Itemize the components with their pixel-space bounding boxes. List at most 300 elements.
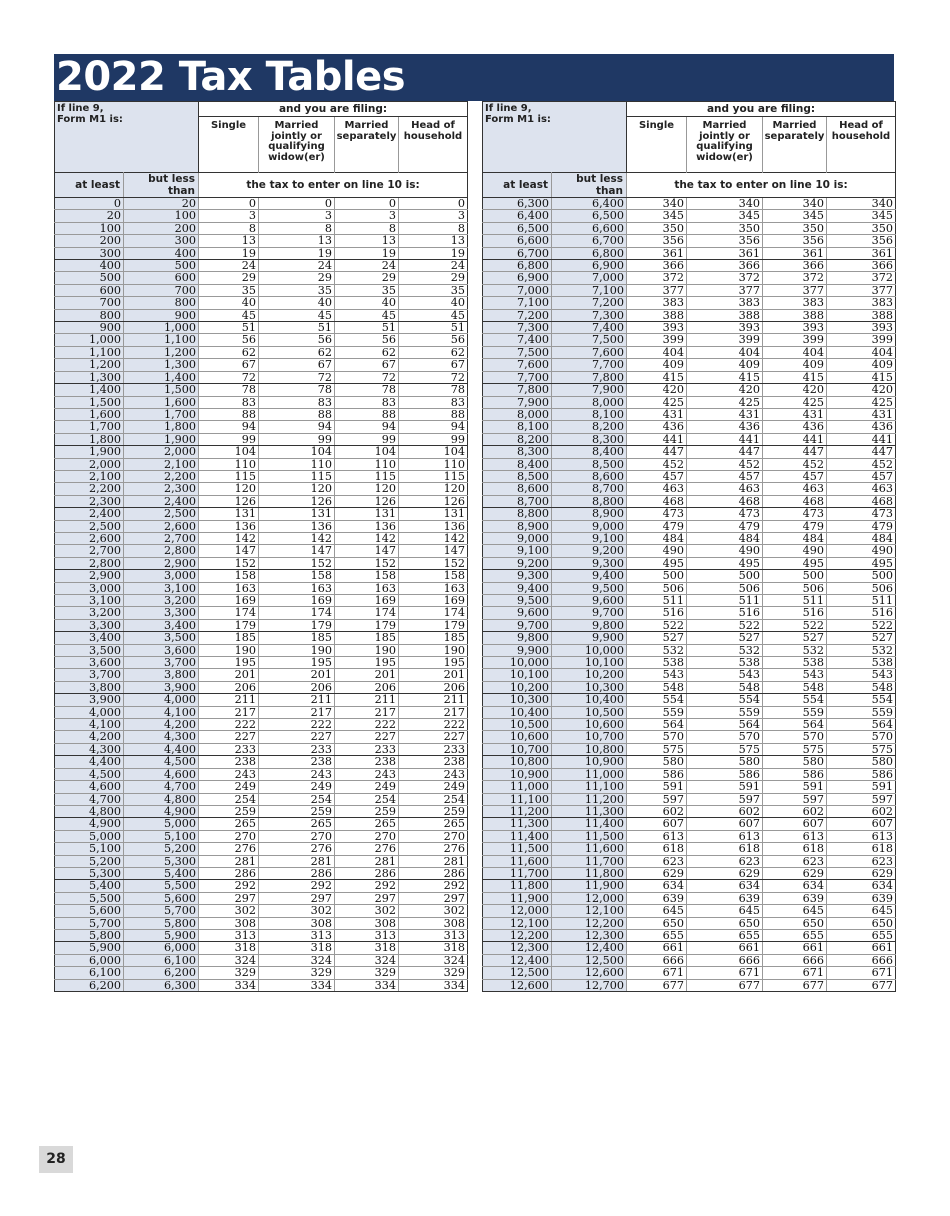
married-separately-tax-cell: 120	[335, 483, 399, 495]
head-of-household-tax-cell: 597	[827, 793, 896, 805]
married-jointly-tax-cell: 99	[259, 433, 335, 445]
married-jointly-tax-cell: 399	[687, 334, 763, 346]
at-least-cell: 3,200	[55, 607, 124, 619]
married-jointly-tax-cell: 142	[259, 532, 335, 544]
table-row	[55, 545, 468, 557]
table-row	[483, 607, 896, 619]
married-separately-tax-cell: 468	[763, 495, 827, 507]
at-least-cell: 9,200	[483, 557, 552, 569]
married-jointly-tax-cell: 345	[687, 210, 763, 222]
but-less-than-cell: 8,700	[552, 483, 627, 495]
at-least-cell: 6,100	[55, 967, 124, 979]
head-of-household-tax-cell: 655	[827, 929, 896, 941]
married-jointly-tax-cell: 147	[259, 545, 335, 557]
single-tax-cell: 292	[199, 880, 259, 892]
head-of-household-header: Head of household	[827, 117, 896, 173]
table-row	[483, 880, 896, 892]
married-jointly-tax-cell: 110	[259, 458, 335, 470]
tax-line-header: the tax to enter on line 10 is:	[199, 173, 468, 198]
table-row	[483, 322, 896, 334]
but-less-than-cell: 12,600	[552, 967, 627, 979]
single-tax-cell: 457	[627, 470, 687, 482]
married-jointly-tax-cell: 163	[259, 582, 335, 594]
single-tax-cell: 0	[199, 198, 259, 210]
single-tax-cell: 532	[627, 644, 687, 656]
income-header-label: If line 9, Form M1 is:	[57, 103, 123, 125]
single-tax-cell: 131	[199, 508, 259, 520]
table-row	[483, 260, 896, 272]
single-tax-cell: 24	[199, 260, 259, 272]
married-separately-tax-cell: 506	[763, 582, 827, 594]
head-of-household-tax-cell: 388	[827, 309, 896, 321]
single-tax-cell: 318	[199, 942, 259, 954]
married-jointly-tax-cell: 372	[687, 272, 763, 284]
at-least-cell: 9,800	[483, 632, 552, 644]
single-tax-cell: 324	[199, 954, 259, 966]
head-of-household-tax-cell: 340	[827, 198, 896, 210]
married-separately-tax-cell: 281	[335, 855, 399, 867]
but-less-than-cell: 11,800	[552, 867, 627, 879]
married-separately-tax-cell: 286	[335, 867, 399, 879]
but-less-than-cell: 900	[124, 309, 199, 321]
married-separately-tax-cell: 302	[335, 905, 399, 917]
single-tax-cell: 570	[627, 731, 687, 743]
married-jointly-tax-cell: 597	[687, 793, 763, 805]
married-jointly-tax-cell: 564	[687, 719, 763, 731]
head-of-household-tax-cell: 452	[827, 458, 896, 470]
head-of-household-tax-cell: 217	[399, 706, 468, 718]
married-jointly-tax-cell: 254	[259, 793, 335, 805]
at-least-cell: 900	[55, 322, 124, 334]
head-of-household-tax-cell: 559	[827, 706, 896, 718]
single-tax-cell: 554	[627, 694, 687, 706]
married-separately-tax-cell: 473	[763, 508, 827, 520]
at-least-cell: 5,800	[55, 929, 124, 941]
married-jointly-tax-cell: 259	[259, 805, 335, 817]
at-least-cell: 9,400	[483, 582, 552, 594]
at-least-cell: 1,400	[55, 384, 124, 396]
head-of-household-tax-cell: 324	[399, 954, 468, 966]
table-row	[55, 855, 468, 867]
single-tax-cell: 265	[199, 818, 259, 830]
married-separately-tax-cell: 334	[335, 979, 399, 991]
head-of-household-tax-cell: 629	[827, 867, 896, 879]
married-jointly-tax-cell: 548	[687, 681, 763, 693]
single-tax-cell: 388	[627, 309, 687, 321]
married-separately-tax-cell: 329	[335, 967, 399, 979]
but-less-than-cell: 9,900	[552, 632, 627, 644]
but-less-than-cell: 9,000	[552, 520, 627, 532]
single-tax-cell: 602	[627, 805, 687, 817]
page-title: 2022 Tax Tables	[54, 54, 894, 101]
but-less-than-header: but less than	[124, 173, 199, 198]
but-less-than-cell: 4,000	[124, 694, 199, 706]
head-of-household-tax-cell: 56	[399, 334, 468, 346]
married-jointly-tax-cell: 29	[259, 272, 335, 284]
married-jointly-tax-cell: 72	[259, 371, 335, 383]
but-less-than-cell: 700	[124, 284, 199, 296]
married-jointly-tax-cell: 281	[259, 855, 335, 867]
but-less-than-cell: 7,400	[552, 322, 627, 334]
but-less-than-cell: 4,800	[124, 793, 199, 805]
at-least-cell: 1,800	[55, 433, 124, 445]
at-least-cell: 7,600	[483, 359, 552, 371]
but-less-than-cell: 11,200	[552, 793, 627, 805]
table-row	[483, 297, 896, 309]
head-of-household-tax-cell: 591	[827, 781, 896, 793]
at-least-cell: 5,700	[55, 917, 124, 929]
married-separately-tax-cell: 490	[763, 545, 827, 557]
table-row	[483, 557, 896, 569]
table-row	[55, 446, 468, 458]
married-jointly-tax-cell: 302	[259, 905, 335, 917]
at-least-cell: 7,500	[483, 346, 552, 358]
single-tax-cell: 313	[199, 929, 259, 941]
single-tax-cell: 104	[199, 446, 259, 458]
table-row	[483, 198, 896, 210]
head-of-household-tax-cell: 329	[399, 967, 468, 979]
at-least-cell: 3,000	[55, 582, 124, 594]
at-least-cell: 9,900	[483, 644, 552, 656]
married-jointly-tax-cell: 500	[687, 570, 763, 582]
at-least-cell: 6,400	[483, 210, 552, 222]
married-jointly-tax-cell: 292	[259, 880, 335, 892]
single-tax-cell: 366	[627, 260, 687, 272]
table-row	[55, 198, 468, 210]
married-separately-tax-cell: 586	[763, 768, 827, 780]
married-jointly-tax-cell: 473	[687, 508, 763, 520]
at-least-cell: 6,500	[483, 222, 552, 234]
married-separately-tax-cell: 564	[763, 719, 827, 731]
table-row	[483, 632, 896, 644]
table-row	[483, 830, 896, 842]
at-least-cell: 10,800	[483, 756, 552, 768]
but-less-than-cell: 12,100	[552, 905, 627, 917]
at-least-cell: 5,900	[55, 942, 124, 954]
single-tax-cell: 227	[199, 731, 259, 743]
but-less-than-cell: 9,700	[552, 607, 627, 619]
table-row	[483, 669, 896, 681]
but-less-than-cell: 1,300	[124, 359, 199, 371]
at-least-cell: 10,700	[483, 743, 552, 755]
head-of-household-tax-cell: 473	[827, 508, 896, 520]
at-least-cell: 10,900	[483, 768, 552, 780]
but-less-than-cell: 500	[124, 260, 199, 272]
head-of-household-tax-cell: 366	[827, 260, 896, 272]
married-jointly-tax-cell: 233	[259, 743, 335, 755]
table-row	[483, 396, 896, 408]
married-separately-tax-cell: 99	[335, 433, 399, 445]
married-jointly-tax-cell: 490	[687, 545, 763, 557]
but-less-than-cell: 800	[124, 297, 199, 309]
married-jointly-tax-cell: 532	[687, 644, 763, 656]
married-jointly-tax-cell: 655	[687, 929, 763, 941]
at-least-cell: 2,000	[55, 458, 124, 470]
head-of-household-tax-cell: 671	[827, 967, 896, 979]
but-less-than-cell: 1,600	[124, 396, 199, 408]
married-separately-tax-cell: 538	[763, 657, 827, 669]
married-separately-tax-cell: 174	[335, 607, 399, 619]
married-separately-tax-cell: 650	[763, 917, 827, 929]
single-tax-cell: 190	[199, 644, 259, 656]
at-least-cell: 7,000	[483, 284, 552, 296]
married-jointly-tax-cell: 243	[259, 768, 335, 780]
but-less-than-cell: 2,400	[124, 495, 199, 507]
head-of-household-tax-cell: 457	[827, 470, 896, 482]
but-less-than-cell: 11,400	[552, 818, 627, 830]
table-row	[55, 520, 468, 532]
but-less-than-cell: 8,800	[552, 495, 627, 507]
at-least-cell: 3,900	[55, 694, 124, 706]
at-least-cell: 11,500	[483, 843, 552, 855]
single-tax-cell: 195	[199, 657, 259, 669]
single-tax-cell: 110	[199, 458, 259, 470]
married-jointly-tax-cell: 8	[259, 222, 335, 234]
head-of-household-tax-cell: 618	[827, 843, 896, 855]
at-least-cell: 4,400	[55, 756, 124, 768]
head-of-household-tax-cell: 136	[399, 520, 468, 532]
head-of-household-tax-cell: 249	[399, 781, 468, 793]
head-of-household-tax-cell: 185	[399, 632, 468, 644]
table-row	[483, 272, 896, 284]
married-jointly-tax-cell: 40	[259, 297, 335, 309]
income-header-label: If line 9, Form M1 is:	[485, 103, 551, 125]
at-least-cell: 12,100	[483, 917, 552, 929]
single-tax-cell: 169	[199, 595, 259, 607]
married-jointly-tax-cell: 586	[687, 768, 763, 780]
but-less-than-cell: 3,900	[124, 681, 199, 693]
at-least-cell: 3,100	[55, 595, 124, 607]
head-of-household-tax-cell: 222	[399, 719, 468, 731]
table-row	[483, 867, 896, 879]
head-of-household-tax-cell: 83	[399, 396, 468, 408]
married-separately-tax-cell: 457	[763, 470, 827, 482]
table-row	[483, 247, 896, 259]
but-less-than-cell: 2,700	[124, 532, 199, 544]
but-less-than-cell: 7,700	[552, 359, 627, 371]
married-jointly-tax-cell: 479	[687, 520, 763, 532]
table-row	[55, 222, 468, 234]
married-jointly-tax-cell: 78	[259, 384, 335, 396]
at-least-cell: 2,300	[55, 495, 124, 507]
married-jointly-tax-cell: 650	[687, 917, 763, 929]
married-separately-tax-cell: 415	[763, 371, 827, 383]
head-of-household-tax-cell: 67	[399, 359, 468, 371]
married-jointly-tax-cell: 361	[687, 247, 763, 259]
table-row	[55, 433, 468, 445]
table-row	[483, 371, 896, 383]
married-separately-tax-cell: 511	[763, 595, 827, 607]
married-jointly-tax-cell: 249	[259, 781, 335, 793]
head-of-household-tax-cell: 495	[827, 557, 896, 569]
head-of-household-tax-cell: 110	[399, 458, 468, 470]
table-row	[483, 719, 896, 731]
but-less-than-cell: 5,500	[124, 880, 199, 892]
but-less-than-cell: 6,400	[552, 198, 627, 210]
table-row	[55, 793, 468, 805]
at-least-cell: 7,800	[483, 384, 552, 396]
but-less-than-cell: 2,500	[124, 508, 199, 520]
head-of-household-tax-cell: 115	[399, 470, 468, 482]
married-jointly-tax-cell: 639	[687, 892, 763, 904]
but-less-than-header: but less than	[552, 173, 627, 198]
married-separately-tax-cell: 645	[763, 905, 827, 917]
head-of-household-tax-cell: 126	[399, 495, 468, 507]
married-separately-tax-cell: 671	[763, 967, 827, 979]
married-jointly-tax-cell: 511	[687, 595, 763, 607]
but-less-than-cell: 9,600	[552, 595, 627, 607]
married-jointly-tax-cell: 297	[259, 892, 335, 904]
married-jointly-tax-cell: 185	[259, 632, 335, 644]
married-separately-tax-cell: 356	[763, 235, 827, 247]
table-row	[55, 743, 468, 755]
head-of-household-tax-cell: 490	[827, 545, 896, 557]
head-of-household-tax-cell: 147	[399, 545, 468, 557]
at-least-cell: 12,300	[483, 942, 552, 954]
but-less-than-cell: 11,100	[552, 781, 627, 793]
at-least-cell: 300	[55, 247, 124, 259]
single-tax-cell: 45	[199, 309, 259, 321]
married-jointly-tax-cell: 131	[259, 508, 335, 520]
at-least-cell: 3,700	[55, 669, 124, 681]
but-less-than-cell: 3,300	[124, 607, 199, 619]
married-separately-tax-cell: 217	[335, 706, 399, 718]
head-of-household-tax-cell: 564	[827, 719, 896, 731]
single-tax-cell: 88	[199, 408, 259, 420]
married-separately-tax-cell: 136	[335, 520, 399, 532]
table-row	[483, 706, 896, 718]
single-tax-cell: 575	[627, 743, 687, 755]
head-of-household-tax-cell: 238	[399, 756, 468, 768]
at-least-cell: 6,300	[483, 198, 552, 210]
table-row	[483, 967, 896, 979]
married-jointly-tax-cell: 666	[687, 954, 763, 966]
but-less-than-cell: 11,900	[552, 880, 627, 892]
but-less-than-cell: 4,900	[124, 805, 199, 817]
married-separately-tax-cell: 78	[335, 384, 399, 396]
table-row	[483, 421, 896, 433]
single-tax-cell: 72	[199, 371, 259, 383]
at-least-cell: 7,400	[483, 334, 552, 346]
married-jointly-tax-cell: 457	[687, 470, 763, 482]
married-separately-tax-cell: 45	[335, 309, 399, 321]
single-tax-cell: 51	[199, 322, 259, 334]
at-least-cell: 2,800	[55, 557, 124, 569]
table-row	[55, 929, 468, 941]
table-row	[55, 359, 468, 371]
single-tax-cell: 511	[627, 595, 687, 607]
table-row	[483, 446, 896, 458]
single-tax-cell: 115	[199, 470, 259, 482]
at-least-header: at least	[483, 173, 552, 198]
married-separately-tax-cell: 313	[335, 929, 399, 941]
married-separately-tax-cell: 110	[335, 458, 399, 470]
married-jointly-tax-cell: 463	[687, 483, 763, 495]
but-less-than-cell: 5,900	[124, 929, 199, 941]
married-separately-header: Married separately	[335, 117, 399, 173]
married-jointly-tax-cell: 120	[259, 483, 335, 495]
head-of-household-tax-cell: 276	[399, 843, 468, 855]
head-of-household-tax-cell: 152	[399, 557, 468, 569]
single-header: Single	[199, 117, 259, 173]
at-least-cell: 1,600	[55, 408, 124, 420]
married-separately-tax-cell: 559	[763, 706, 827, 718]
married-jointly-header: Married jointly or qualifying widow(er)	[687, 117, 763, 173]
married-jointly-tax-cell: 409	[687, 359, 763, 371]
married-separately-tax-cell: 195	[335, 657, 399, 669]
married-jointly-tax-cell: 425	[687, 396, 763, 408]
single-tax-cell: 19	[199, 247, 259, 259]
single-tax-cell: 623	[627, 855, 687, 867]
but-less-than-cell: 5,300	[124, 855, 199, 867]
table-row	[55, 917, 468, 929]
married-separately-tax-cell: 227	[335, 731, 399, 743]
table-row	[483, 235, 896, 247]
married-separately-tax-cell: 602	[763, 805, 827, 817]
married-jointly-tax-cell: 158	[259, 570, 335, 582]
table-row	[483, 731, 896, 743]
married-jointly-tax-cell: 67	[259, 359, 335, 371]
married-separately-tax-cell: 254	[335, 793, 399, 805]
at-least-cell: 500	[55, 272, 124, 284]
head-of-household-tax-cell: 131	[399, 508, 468, 520]
table-row	[55, 830, 468, 842]
table-row	[55, 843, 468, 855]
married-jointly-tax-cell: 484	[687, 532, 763, 544]
but-less-than-cell: 4,500	[124, 756, 199, 768]
single-tax-cell: 516	[627, 607, 687, 619]
table-row	[55, 756, 468, 768]
at-least-cell: 5,300	[55, 867, 124, 879]
married-jointly-tax-cell: 522	[687, 619, 763, 631]
but-less-than-cell: 9,500	[552, 582, 627, 594]
filing-status-header: and you are filing:	[199, 102, 468, 117]
at-least-cell: 3,600	[55, 657, 124, 669]
married-separately-tax-cell: 623	[763, 855, 827, 867]
table-row	[55, 495, 468, 507]
single-tax-cell: 8	[199, 222, 259, 234]
married-separately-tax-cell: 575	[763, 743, 827, 755]
married-separately-tax-cell: 366	[763, 260, 827, 272]
married-separately-tax-cell: 249	[335, 781, 399, 793]
married-jointly-tax-cell: 388	[687, 309, 763, 321]
at-least-cell: 8,500	[483, 470, 552, 482]
at-least-cell: 12,500	[483, 967, 552, 979]
married-separately-tax-cell: 580	[763, 756, 827, 768]
married-separately-tax-cell: 661	[763, 942, 827, 954]
but-less-than-cell: 11,500	[552, 830, 627, 842]
head-of-household-tax-cell: 393	[827, 322, 896, 334]
married-jointly-tax-cell: 19	[259, 247, 335, 259]
but-less-than-cell: 7,800	[552, 371, 627, 383]
married-jointly-tax-cell: 313	[259, 929, 335, 941]
head-of-household-tax-cell: 580	[827, 756, 896, 768]
at-least-cell: 5,200	[55, 855, 124, 867]
but-less-than-cell: 7,600	[552, 346, 627, 358]
table-row	[55, 731, 468, 743]
table-row	[55, 967, 468, 979]
but-less-than-cell: 9,300	[552, 557, 627, 569]
but-less-than-cell: 8,400	[552, 446, 627, 458]
married-separately-tax-cell: 479	[763, 520, 827, 532]
single-tax-cell: 393	[627, 322, 687, 334]
but-less-than-cell: 1,000	[124, 322, 199, 334]
head-of-household-tax-cell: 506	[827, 582, 896, 594]
at-least-cell: 7,100	[483, 297, 552, 309]
head-of-household-tax-cell: 516	[827, 607, 896, 619]
but-less-than-cell: 6,100	[124, 954, 199, 966]
married-jointly-tax-cell: 308	[259, 917, 335, 929]
